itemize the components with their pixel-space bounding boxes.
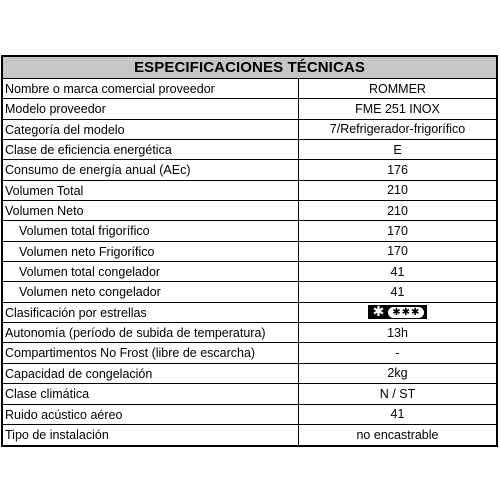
row-value: 7/Refrigerador-frigorífico [329, 122, 466, 137]
table-row [3, 405, 496, 425]
row-label: Autonomía (período de subida de temperatura) [3, 323, 299, 342]
table-row [3, 99, 496, 119]
table-row [3, 181, 496, 201]
table-row [3, 282, 496, 302]
row-value: 2kg [387, 366, 408, 381]
table-row [3, 160, 496, 180]
table-row [3, 364, 496, 384]
table-row [3, 384, 496, 404]
four-star-freezer-icon [368, 305, 428, 319]
row-label: Volumen neto congelador [3, 282, 299, 301]
row-value: 13h [387, 325, 408, 340]
row-label: Modelo proveedor [3, 99, 299, 118]
small-stars-icon: ✱✱✱ [388, 307, 424, 318]
row-value: ROMMER [369, 81, 426, 96]
row-value: FME 251 INOX [355, 102, 440, 117]
big-star-icon: ✱ [372, 304, 385, 321]
row-label: Volumen total frigorífico [3, 221, 299, 240]
row-value: 170 [387, 244, 408, 259]
row-value: 170 [387, 224, 408, 239]
row-label: Volumen Total [3, 181, 299, 200]
row-value [299, 303, 496, 322]
table-row [3, 242, 496, 262]
row-label: Nombre o marca comercial proveedor [3, 79, 299, 98]
table-row [3, 343, 496, 363]
row-label: Clasificación por estrellas [3, 303, 299, 322]
row-value: 41 [390, 264, 405, 279]
row-label: Ruido acústico aéreo [3, 405, 299, 424]
row-label: Categoría del modelo [3, 120, 299, 139]
table-row [3, 323, 496, 343]
row-label: Capacidad de congelación [3, 364, 299, 383]
row-label: Tipo de instalación [3, 425, 299, 445]
table-row [3, 201, 496, 221]
row-label: Volumen Neto [3, 201, 299, 220]
table-row [3, 221, 496, 241]
row-label: Compartimentos No Frost (libre de escarcha) [3, 343, 299, 362]
table-row [3, 262, 496, 282]
row-value: 41 [390, 285, 405, 300]
table-row [3, 425, 496, 445]
table-row [3, 303, 496, 323]
row-value: 41 [390, 407, 405, 422]
row-value: 210 [387, 203, 408, 218]
row-label: Clase climática [3, 384, 299, 403]
spec-table [1, 55, 498, 447]
row-value: no encastrable [356, 428, 439, 443]
row-label: Consumo de energía anual (AEc) [3, 160, 299, 179]
row-value: - [395, 346, 400, 361]
table-row [3, 120, 496, 140]
table-row [3, 140, 496, 160]
row-label: Clase de eficiencia energética [3, 140, 299, 159]
row-label: Volumen total congelador [3, 262, 299, 281]
row-value: E [393, 142, 402, 157]
table-row [3, 79, 496, 99]
row-value: 210 [387, 183, 408, 198]
row-value: N / ST [379, 386, 416, 401]
row-value: 176 [387, 163, 408, 178]
row-label: Volumen neto Frigorífico [3, 242, 299, 261]
table-title: ESPECIFICACIONES TÉCNICAS [3, 57, 496, 79]
